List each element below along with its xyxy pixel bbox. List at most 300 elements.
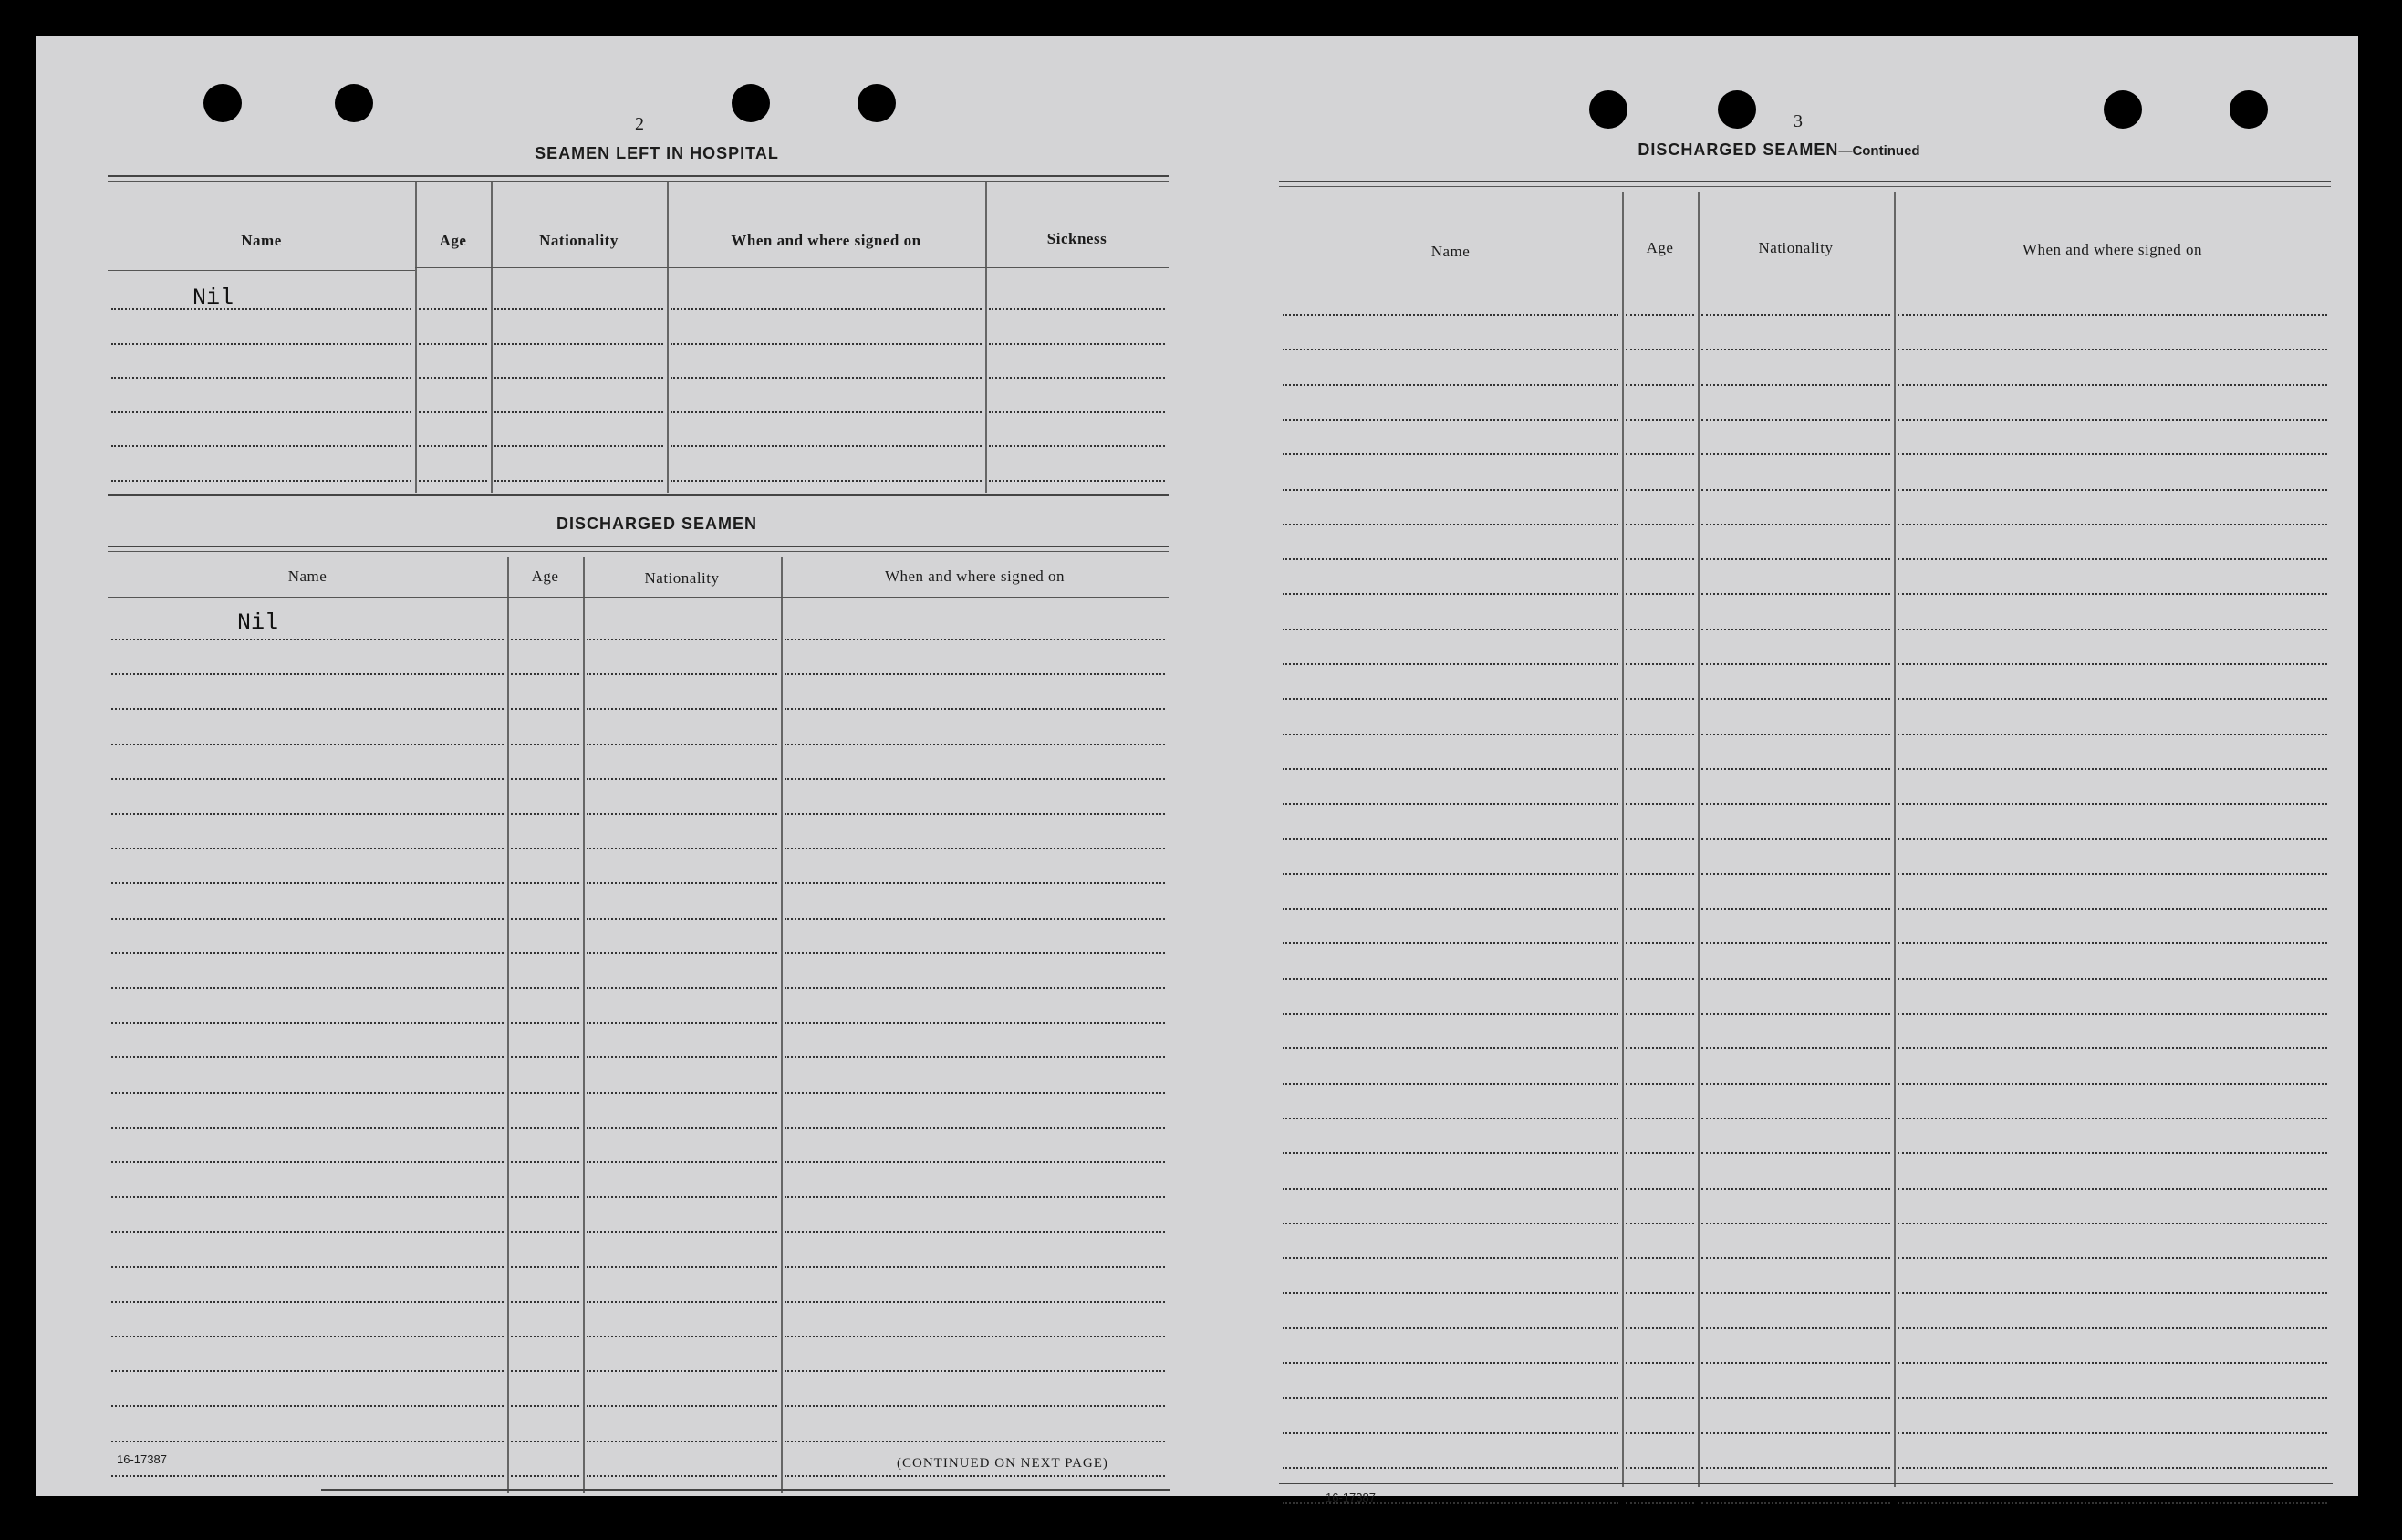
- ruled-line: [1626, 489, 1694, 491]
- ruled-line: [671, 308, 982, 310]
- ruled-line: [1898, 453, 2327, 455]
- ruled-line: [785, 882, 1165, 884]
- ruled-line: [1626, 1118, 1694, 1119]
- column-header-age: Age: [1646, 239, 1674, 256]
- ruled-line: [1898, 1118, 2327, 1119]
- ruled-line: [419, 343, 487, 345]
- discharged-table: [108, 546, 1169, 1487]
- ruled-line: [671, 377, 982, 379]
- ruled-line: [1626, 419, 1694, 421]
- ruled-line: [785, 1336, 1165, 1337]
- footer-rule: [1279, 1483, 2333, 1484]
- ruled-line: [587, 1231, 777, 1233]
- ruled-line: [1283, 1152, 1618, 1154]
- ruled-line: [587, 918, 777, 920]
- ruled-line: [587, 1370, 777, 1372]
- ruled-line: [587, 708, 777, 710]
- ruled-line: [1898, 1047, 2327, 1049]
- ruled-line: [1626, 1327, 1694, 1329]
- ruled-line: [1626, 558, 1694, 560]
- ruled-line: [111, 1266, 504, 1268]
- ruled-line: [1283, 1432, 1618, 1434]
- ruled-line: [1626, 593, 1694, 595]
- ruled-line: [671, 411, 982, 413]
- ruled-line: [587, 1022, 777, 1024]
- ruled-line: [1701, 908, 1890, 910]
- ruled-line: [511, 708, 579, 710]
- ruled-line: [511, 1266, 579, 1268]
- ruled-line: [111, 1405, 504, 1407]
- ruled-line: [111, 1301, 504, 1303]
- ruled-line: [587, 1092, 777, 1094]
- ruled-line: [1626, 1432, 1694, 1434]
- ruled-line: [111, 1127, 504, 1129]
- ledger-sheet: [36, 36, 2358, 1504]
- ruled-line: [587, 673, 777, 675]
- ruled-line: [419, 445, 487, 447]
- ruled-line: [1283, 1257, 1618, 1259]
- ruled-line: [511, 673, 579, 675]
- ruled-line: [1701, 698, 1890, 700]
- ruled-line: [1701, 629, 1890, 630]
- ruled-line: [494, 411, 663, 413]
- ruled-line: [1283, 1118, 1618, 1119]
- ruled-line: [111, 343, 411, 345]
- ruled-line: [1701, 942, 1890, 944]
- ruled-line: [1283, 558, 1618, 560]
- ruled-line: [587, 1441, 777, 1442]
- ruled-line: [587, 1161, 777, 1163]
- ruled-line: [785, 1266, 1165, 1268]
- ruled-line: [511, 1405, 579, 1407]
- ruled-line: [1898, 629, 2327, 630]
- form-number: 16-17387: [1326, 1491, 1376, 1504]
- ruled-line: [1701, 873, 1890, 875]
- ruled-line: [587, 1336, 777, 1337]
- ruled-line: [1898, 1362, 2327, 1364]
- ruled-line: [785, 1370, 1165, 1372]
- ruled-line: [494, 377, 663, 379]
- ruled-line: [1283, 384, 1618, 386]
- ruled-line: [1626, 978, 1694, 980]
- ruled-line: [587, 848, 777, 849]
- ruled-line: [511, 1475, 579, 1477]
- ruled-line: [1626, 803, 1694, 805]
- ruled-line: [511, 1196, 579, 1198]
- ruled-line: [494, 480, 663, 482]
- ruled-line: [1626, 453, 1694, 455]
- ruled-line: [1283, 1327, 1618, 1329]
- column-header-nationality: Nationality: [539, 232, 619, 249]
- ruled-line: [1701, 978, 1890, 980]
- ruled-line: [1701, 489, 1890, 491]
- ruled-line: [1898, 593, 2327, 595]
- ruled-line: [511, 639, 579, 640]
- column-header-nationality: Nationality: [644, 569, 720, 587]
- ruled-line: [1626, 1083, 1694, 1085]
- ruled-line: [1898, 1467, 2327, 1469]
- ruled-line: [111, 445, 411, 447]
- ruled-line: [1283, 1223, 1618, 1224]
- ruled-line: [1898, 873, 2327, 875]
- ruled-line: [111, 1370, 504, 1372]
- ruled-line: [785, 813, 1165, 815]
- ruled-line: [111, 813, 504, 815]
- ruled-line: [511, 813, 579, 815]
- ruled-line: [1701, 838, 1890, 840]
- ruled-line: [419, 411, 487, 413]
- ruled-line: [1701, 314, 1890, 316]
- footer-rule: [321, 1489, 1170, 1491]
- ruled-line: [1283, 663, 1618, 665]
- ruled-line: [111, 1196, 504, 1198]
- ruled-line: [785, 987, 1165, 989]
- ruled-line: [671, 343, 982, 345]
- ruled-line: [1626, 1292, 1694, 1294]
- ruled-line: [511, 1127, 579, 1129]
- ruled-line: [1701, 1292, 1890, 1294]
- ruled-line: [785, 778, 1165, 780]
- ruled-line: [785, 1475, 1165, 1477]
- ruled-line: [111, 987, 504, 989]
- ruled-line: [989, 411, 1165, 413]
- ruled-line: [1283, 489, 1618, 491]
- ruled-line: [587, 1266, 777, 1268]
- ruled-line: [511, 952, 579, 954]
- ruled-line: [1898, 1223, 2327, 1224]
- ruled-line: [1898, 1327, 2327, 1329]
- ruled-line: [989, 308, 1165, 310]
- ruled-line: [1701, 1013, 1890, 1015]
- ruled-line: [1701, 1047, 1890, 1049]
- ruled-line: [785, 639, 1165, 640]
- ruled-line: [1898, 558, 2327, 560]
- ruled-line: [1626, 942, 1694, 944]
- ruled-line: [111, 1056, 504, 1058]
- ruled-line: [1701, 1502, 1890, 1504]
- ruled-line: [1701, 419, 1890, 421]
- ruled-line: [1626, 768, 1694, 770]
- ruled-line: [511, 744, 579, 745]
- ruled-line: [587, 1405, 777, 1407]
- ruled-line: [511, 1161, 579, 1163]
- ruled-line: [1898, 803, 2327, 805]
- ruled-line: [1283, 593, 1618, 595]
- ruled-line: [1898, 1502, 2327, 1504]
- ruled-line: [1283, 524, 1618, 525]
- ruled-line: [1701, 1118, 1890, 1119]
- ruled-line: [511, 1441, 579, 1442]
- ruled-line: [1626, 734, 1694, 735]
- ruled-line: [1701, 349, 1890, 350]
- ruled-line: [1626, 838, 1694, 840]
- ruled-line: [785, 1092, 1165, 1094]
- ruled-line: [1626, 629, 1694, 630]
- ruled-line: [1701, 1257, 1890, 1259]
- ruled-line: [1701, 1362, 1890, 1364]
- ruled-line: [587, 987, 777, 989]
- ruled-line: [419, 377, 487, 379]
- ruled-line: [1898, 838, 2327, 840]
- section-title-suffix: —Continued: [1838, 143, 1920, 159]
- ruled-line: [1626, 1397, 1694, 1399]
- hospital-nil-entry: Nil: [192, 285, 234, 311]
- hospital-table: [108, 175, 1169, 500]
- ruled-line: [1898, 1152, 2327, 1154]
- ruled-line: [511, 918, 579, 920]
- ruled-line: [1701, 1188, 1890, 1190]
- ruled-line: [1626, 1188, 1694, 1190]
- ruled-line: [785, 1231, 1165, 1233]
- column-header-sickness: Sickness: [1046, 230, 1107, 247]
- column-header-signed-on: When and where signed on: [2022, 241, 2203, 258]
- ruled-line: [1898, 734, 2327, 735]
- ruled-line: [1701, 593, 1890, 595]
- ruled-line: [419, 308, 487, 310]
- column-header-age: Age: [531, 567, 559, 585]
- ruled-line: [1898, 349, 2327, 350]
- ruled-line: [111, 848, 504, 849]
- ruled-line: [111, 1161, 504, 1163]
- ruled-line: [1898, 663, 2327, 665]
- ruled-line: [511, 882, 579, 884]
- ruled-line: [1898, 908, 2327, 910]
- ruled-line: [1283, 734, 1618, 735]
- ruled-line: [1626, 524, 1694, 525]
- ruled-line: [989, 445, 1165, 447]
- ruled-line: [1898, 698, 2327, 700]
- ruled-line: [111, 778, 504, 780]
- ruled-line: [111, 1092, 504, 1094]
- ruled-line: [1898, 1397, 2327, 1399]
- ruled-line: [494, 308, 663, 310]
- ruled-line: [511, 1301, 579, 1303]
- discharged-continued-title: [1460, 140, 2098, 160]
- ruled-line: [1898, 1257, 2327, 1259]
- ruled-line: [587, 744, 777, 745]
- ruled-line: [1626, 873, 1694, 875]
- column-header-signed-on: When and where signed on: [731, 232, 921, 249]
- ruled-line: [1701, 803, 1890, 805]
- ruled-line: [494, 343, 663, 345]
- ruled-line: [1898, 942, 2327, 944]
- ruled-line: [989, 377, 1165, 379]
- ruled-line: [1283, 1362, 1618, 1364]
- ruled-line: [1701, 1327, 1890, 1329]
- ruled-line: [1898, 524, 2327, 525]
- ruled-line: [511, 987, 579, 989]
- ruled-line: [1701, 453, 1890, 455]
- column-header-name: Name: [287, 567, 328, 585]
- ruled-line: [1626, 1013, 1694, 1015]
- ruled-line: [1626, 1047, 1694, 1049]
- ruled-line: [1283, 803, 1618, 805]
- ruled-line: [511, 1022, 579, 1024]
- ruled-line: [1283, 453, 1618, 455]
- ruled-line: [1898, 384, 2327, 386]
- ruled-line: [587, 882, 777, 884]
- ruled-line: [111, 882, 504, 884]
- ruled-line: [111, 708, 504, 710]
- ruled-line: [1626, 1152, 1694, 1154]
- ruled-line: [785, 1196, 1165, 1198]
- ruled-line: [111, 411, 411, 413]
- ruled-line: [785, 1056, 1165, 1058]
- ruled-line: [785, 1301, 1165, 1303]
- ruled-line: [111, 639, 504, 640]
- ruled-line: [785, 1127, 1165, 1129]
- ruled-line: [1898, 314, 2327, 316]
- ruled-line: [1898, 1188, 2327, 1190]
- left-page: [36, 36, 1195, 1496]
- ruled-line: [1898, 489, 2327, 491]
- ruled-line: [1283, 1397, 1618, 1399]
- column-header-name: Name: [1430, 243, 1471, 260]
- ruled-line: [1626, 1362, 1694, 1364]
- ruled-line: [671, 445, 982, 447]
- ruled-line: [587, 952, 777, 954]
- ruled-line: [1283, 1292, 1618, 1294]
- ruled-line: [1898, 1083, 2327, 1085]
- ruled-line: [1626, 908, 1694, 910]
- ruled-line: [111, 1231, 504, 1233]
- ruled-line: [1626, 1502, 1694, 1504]
- right-page: [1195, 36, 2358, 1504]
- ruled-line: [587, 1196, 777, 1198]
- discharged-section-title: DISCHARGED SEAMEN: [556, 515, 758, 533]
- ruled-line: [1701, 1467, 1890, 1469]
- ruled-line: [587, 1056, 777, 1058]
- ruled-line: [1283, 873, 1618, 875]
- ruled-line: [1283, 1188, 1618, 1190]
- ruled-line: [511, 1056, 579, 1058]
- ruled-line: [1898, 419, 2327, 421]
- ruled-line: [511, 1092, 579, 1094]
- ruled-line: [511, 778, 579, 780]
- ruled-line: [111, 952, 504, 954]
- ruled-line: [511, 1231, 579, 1233]
- ruled-line: [1283, 629, 1618, 630]
- ruled-line: [111, 308, 411, 310]
- ruled-line: [785, 744, 1165, 745]
- hospital-section-title: SEAMEN LEFT IN HOSPITAL: [535, 144, 779, 162]
- ruled-line: [1701, 1152, 1890, 1154]
- ruled-line: [587, 1475, 777, 1477]
- ruled-line: [1701, 384, 1890, 386]
- ruled-line: [1701, 768, 1890, 770]
- page-number: 3: [1794, 111, 1803, 131]
- ruled-line: [785, 848, 1165, 849]
- ruled-line: [1701, 1223, 1890, 1224]
- discharged-continued-table: [1279, 181, 2331, 1476]
- form-number: 16-17387: [117, 1452, 167, 1466]
- ruled-line: [419, 480, 487, 482]
- ruled-line: [785, 673, 1165, 675]
- ruled-line: [1701, 1432, 1890, 1434]
- ruled-line: [494, 445, 663, 447]
- ruled-line: [1898, 1013, 2327, 1015]
- ruled-line: [1898, 978, 2327, 980]
- ruled-line: [1283, 978, 1618, 980]
- ruled-line: [1283, 1467, 1618, 1469]
- ruled-line: [1283, 838, 1618, 840]
- column-header-nationality: Nationality: [1758, 239, 1834, 256]
- ruled-line: [1283, 942, 1618, 944]
- ruled-line: [785, 1161, 1165, 1163]
- ruled-line: [111, 1022, 504, 1024]
- ruled-line: [1898, 768, 2327, 770]
- ruled-line: [111, 673, 504, 675]
- ruled-line: [587, 778, 777, 780]
- ruled-line: [1626, 1467, 1694, 1469]
- ruled-line: [1283, 1083, 1618, 1085]
- column-header-age: Age: [439, 232, 467, 249]
- ruled-line: [1283, 1047, 1618, 1049]
- ruled-line: [111, 744, 504, 745]
- ruled-line: [511, 1370, 579, 1372]
- ruled-line: [1701, 734, 1890, 735]
- ruled-line: [111, 1441, 504, 1442]
- ruled-line: [111, 480, 411, 482]
- ruled-line: [1626, 384, 1694, 386]
- ruled-line: [785, 952, 1165, 954]
- ruled-line: [1626, 1223, 1694, 1224]
- ruled-line: [111, 1336, 504, 1337]
- ruled-line: [587, 1127, 777, 1129]
- ruled-line: [1626, 314, 1694, 316]
- ruled-line: [587, 639, 777, 640]
- ruled-line: [111, 918, 504, 920]
- ruled-line: [1283, 419, 1618, 421]
- ruled-line: [587, 1301, 777, 1303]
- ruled-line: [785, 708, 1165, 710]
- ruled-line: [511, 848, 579, 849]
- ruled-line: [1283, 314, 1618, 316]
- column-header-signed-on: When and where signed on: [884, 567, 1066, 585]
- ruled-line: [1283, 1013, 1618, 1015]
- column-header-name: Name: [241, 232, 282, 249]
- ruled-line: [785, 1405, 1165, 1407]
- ruled-line: [1701, 524, 1890, 525]
- ruled-line: [785, 918, 1165, 920]
- ruled-line: [785, 1441, 1165, 1442]
- ruled-line: [1898, 1432, 2327, 1434]
- page-number: 2: [635, 114, 644, 134]
- ruled-line: [1626, 1257, 1694, 1259]
- ruled-line: [1701, 1397, 1890, 1399]
- ruled-line: [1626, 698, 1694, 700]
- ruled-line: [1283, 698, 1618, 700]
- ruled-line: [511, 1336, 579, 1337]
- ruled-line: [1898, 1292, 2327, 1294]
- ruled-line: [1701, 558, 1890, 560]
- ruled-line: [1283, 908, 1618, 910]
- continued-note: (CONTINUED ON NEXT PAGE): [897, 1456, 1108, 1471]
- ruled-line: [111, 1475, 504, 1477]
- ruled-line: [111, 377, 411, 379]
- ruled-line: [1626, 663, 1694, 665]
- ruled-line: [1701, 1083, 1890, 1085]
- ruled-line: [989, 343, 1165, 345]
- ruled-line: [671, 480, 982, 482]
- section-title-main: DISCHARGED SEAMEN: [1638, 140, 1839, 159]
- ruled-line: [989, 480, 1165, 482]
- ruled-line: [1283, 768, 1618, 770]
- ruled-line: [785, 1022, 1165, 1024]
- discharged-nil-entry: Nil: [237, 609, 279, 636]
- ruled-line: [587, 813, 777, 815]
- ruled-line: [1283, 349, 1618, 350]
